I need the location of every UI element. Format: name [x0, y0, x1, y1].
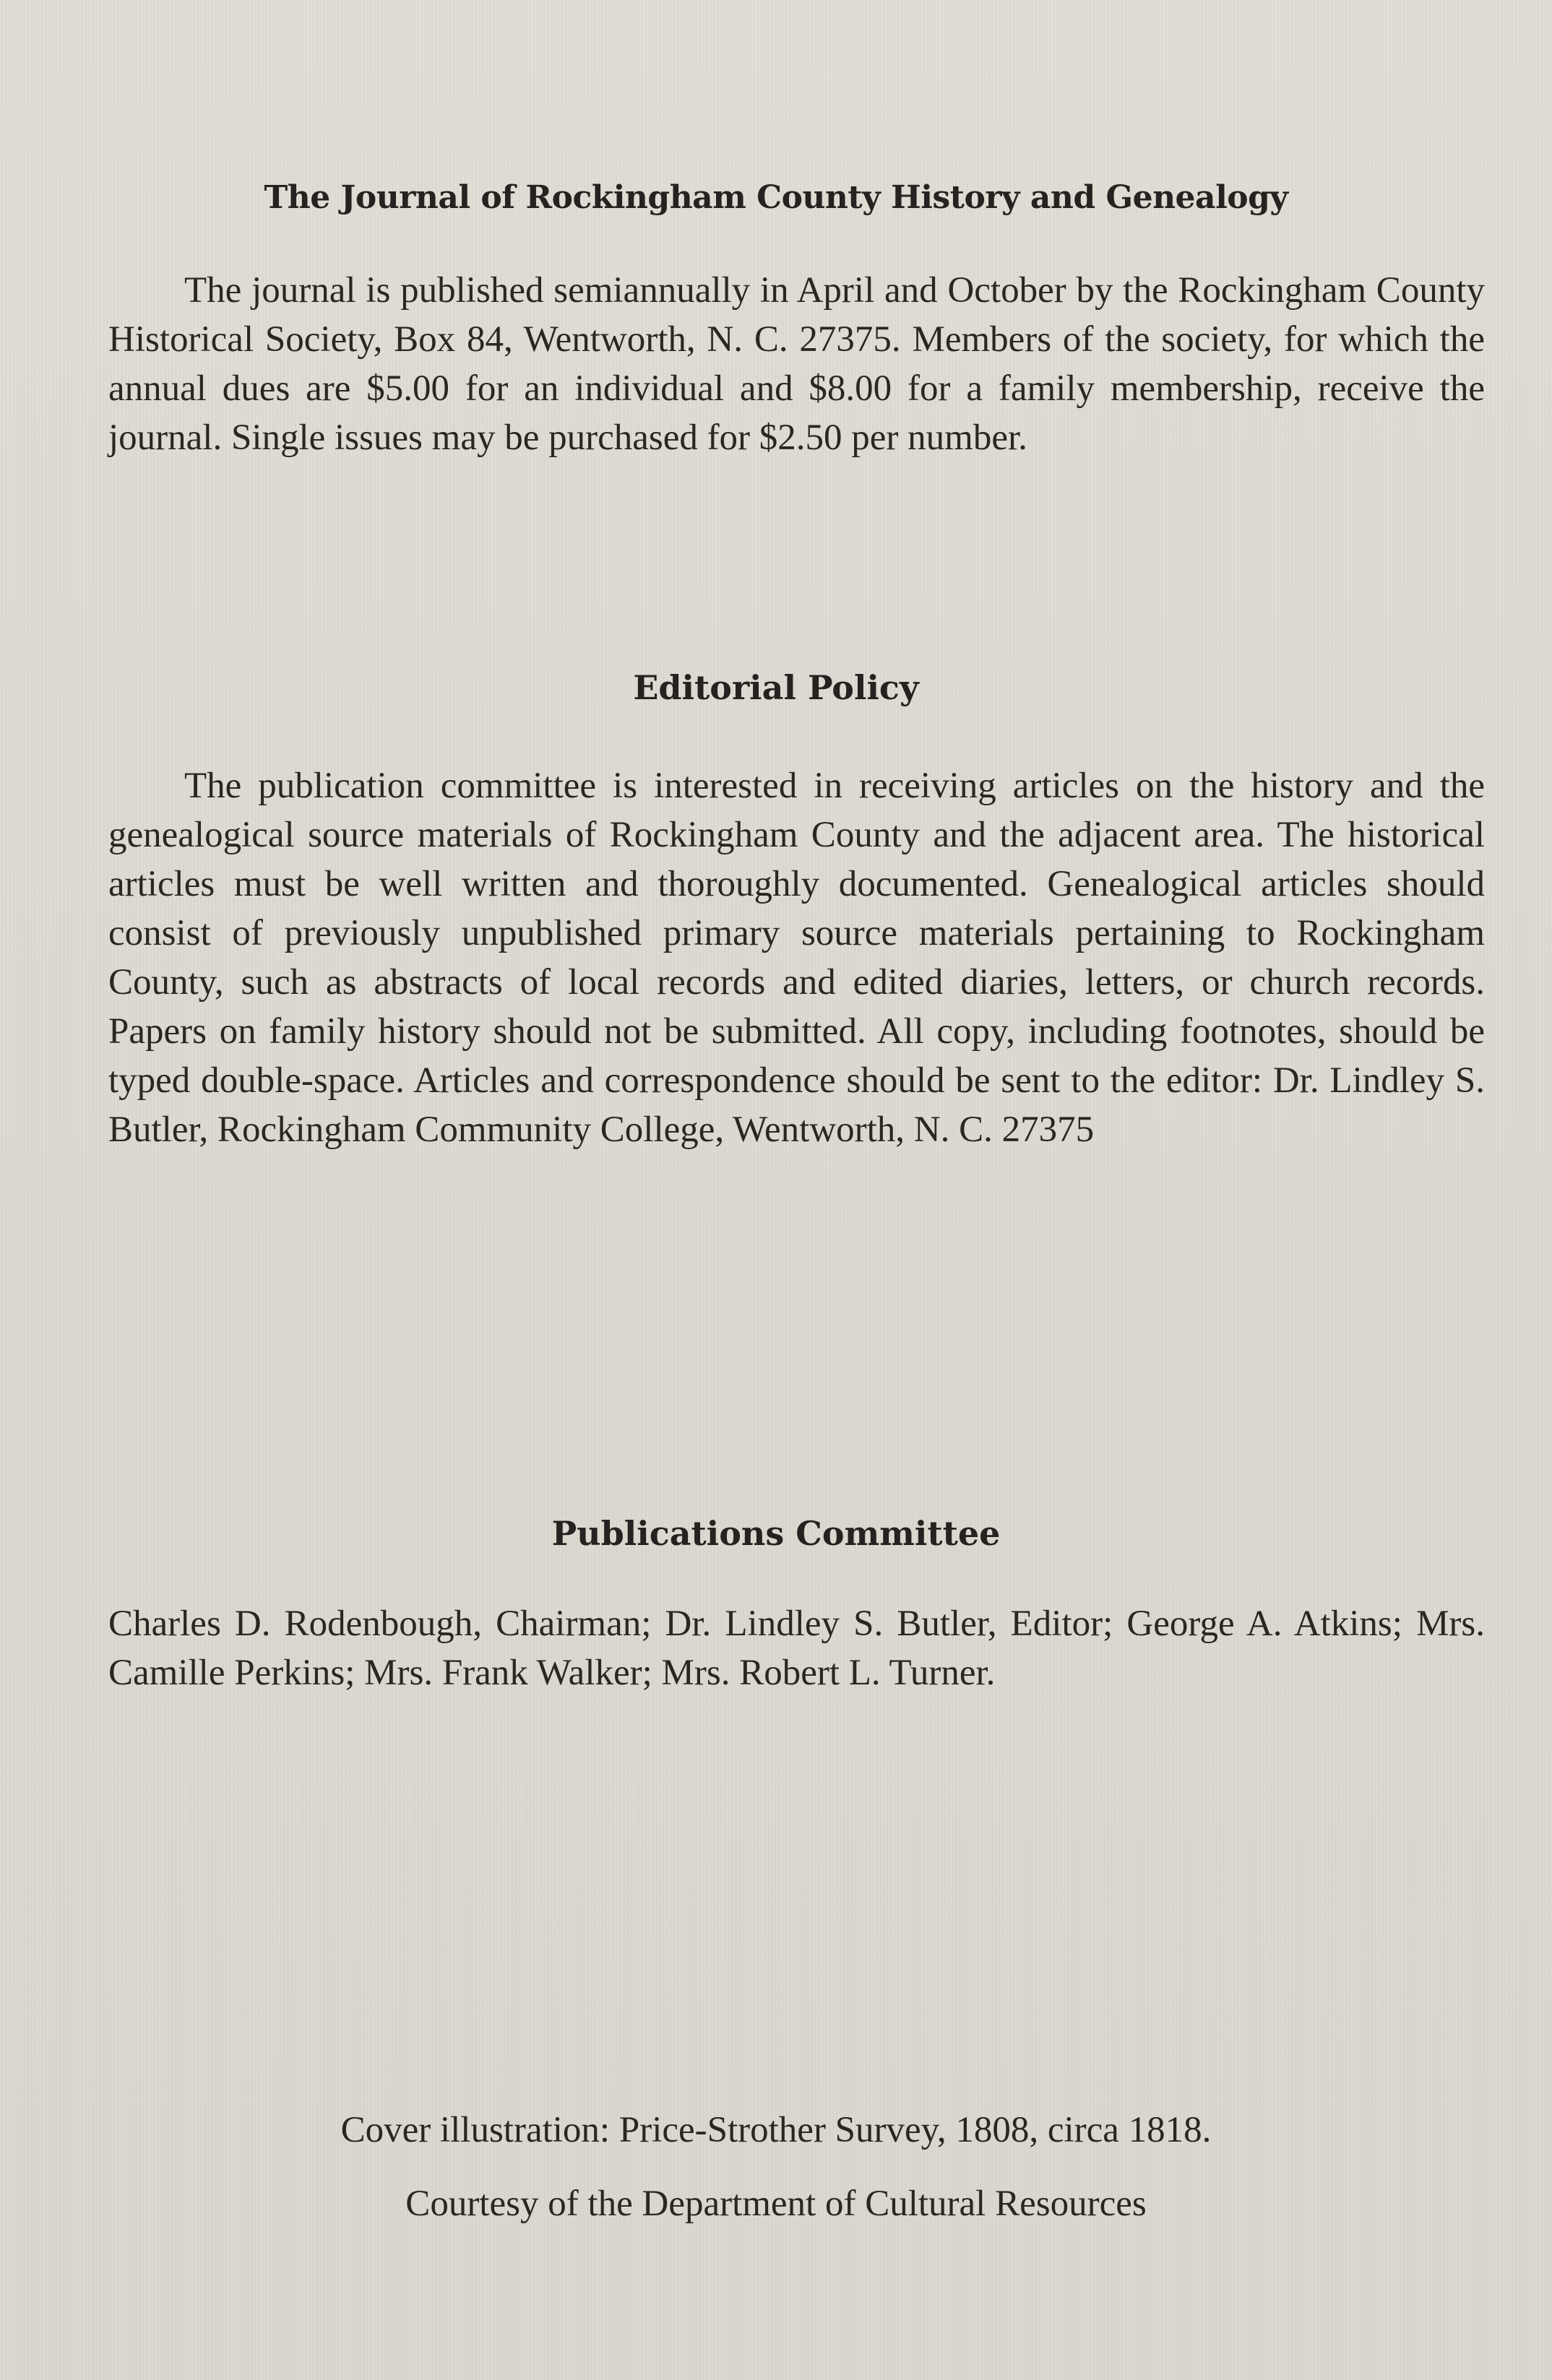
cover-courtesy-caption: Courtesy of the Department of Cultural Resources — [405, 2184, 1147, 2224]
cover-illustration-caption: Cover illustration: Price-Strother Survey, 1808, circa 1818. — [340, 2110, 1212, 2150]
journal-title: The Journal of Rockingham County History and Genealogy — [264, 179, 1288, 216]
publications-committee-heading: Publications Committee — [551, 1514, 1001, 1553]
editorial-policy-paragraph: The publication committee is interested in receiving articles on the history and the genealogical source materials of Rockingham County and the adjacent area. The historical articles must be well written and thoroughly documented. Genealogical articles should consist of previously unpublished primary source materials pertaining to Rockingham County, such as abstracts of local records and edited diaries, letters, or church records. Papers on family history should not be submitted. All copy, including footnotes, should be typed double-space. Articles and correspondence should be sent to the editor: Dr. Lindley S. Butler, Rockingham Community College, Wentworth, N. C. 27375 — [108, 766, 1485, 1150]
committee-members-paragraph: Charles D. Rodenbough, Chairman; Dr. Lindley S. Butler, Editor; George A. Atkins; Mrs. Camille Perkins; Mrs. Frank Walker; Mrs. Robert L. Turner. — [108, 1604, 1485, 1693]
editorial-policy-heading: Editorial Policy — [633, 668, 919, 707]
publication-info-paragraph: The journal is published semiannually in April and October by the Rockingham County Historical Society, Box 84, Wentworth, N. C. 27375. Members of the society, for which the annual dues are $5.00 for an individual and $8.00 for a family membership, receive the journal. Single issues may be purchased for $2.50 per number. — [108, 270, 1485, 458]
